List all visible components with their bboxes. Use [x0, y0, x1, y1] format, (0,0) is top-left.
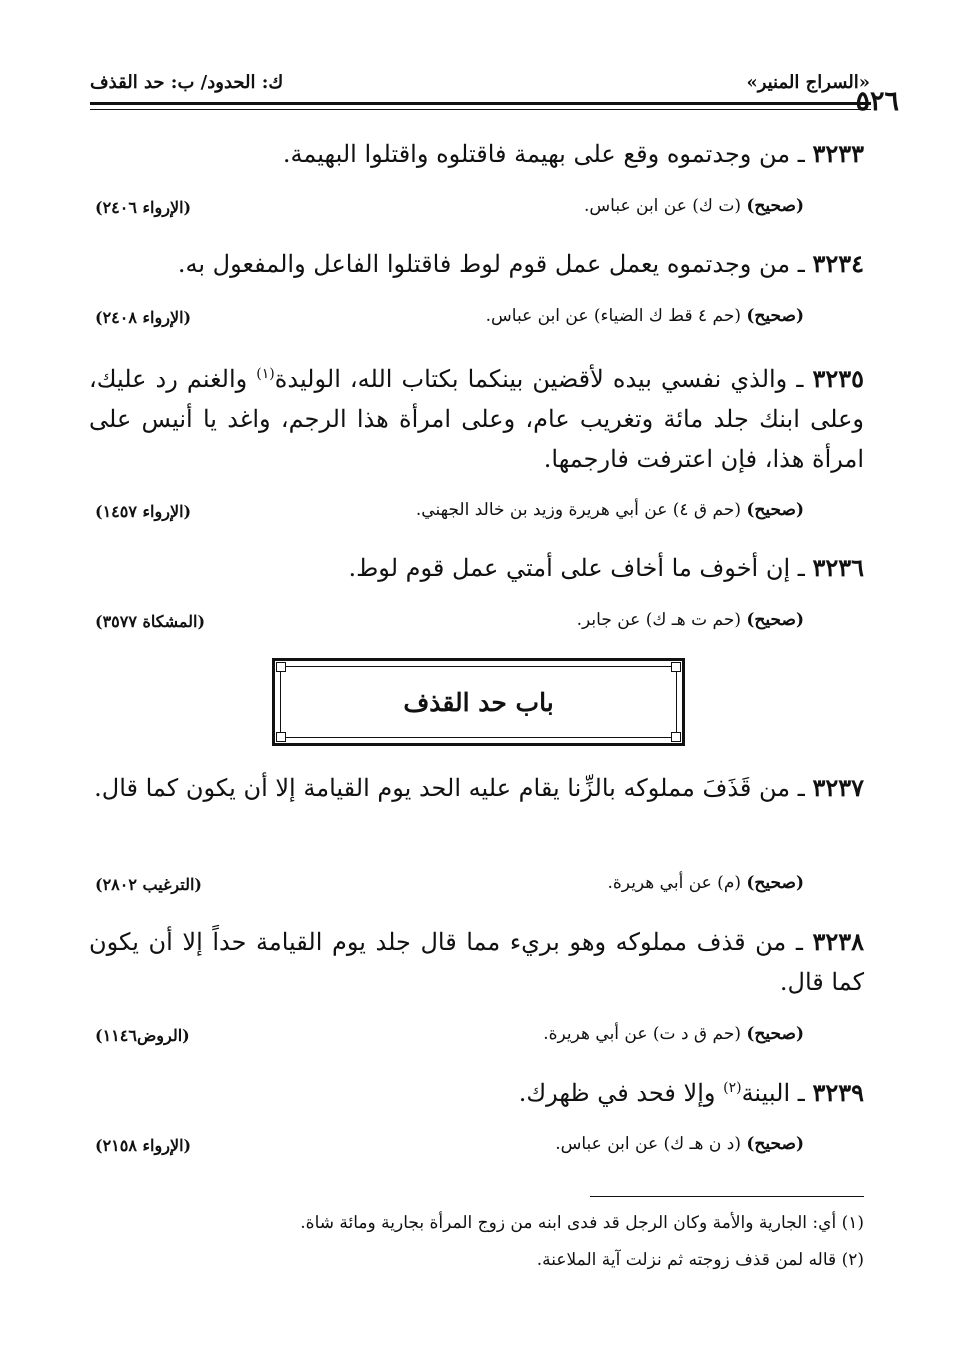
- chapter-heading: باب حد القذف: [403, 687, 554, 717]
- grade-line: [416, 500, 804, 520]
- frame-corner: [671, 662, 681, 672]
- book-title: «السراج المنير»: [746, 72, 870, 93]
- hadith-text: [89, 768, 864, 808]
- grade-label: (صحيح): [746, 610, 804, 630]
- footnote-number: (٢): [841, 1250, 864, 1270]
- hadith-number: ٣٢٣٦: [812, 553, 864, 582]
- reference: (الروض١١٤٦): [95, 1026, 190, 1045]
- hadith-body: من وجدتموه وقع على بهيمة فاقتلوه واقتلوا البهيمة.: [282, 140, 791, 168]
- footnote-marker: (٢): [723, 1080, 742, 1096]
- reference: (الترغيب ٢٨٠٢): [95, 875, 202, 894]
- footnote-text: قاله لمن قذف زوجته ثم نزلت آية الملاعنة.: [536, 1250, 837, 1270]
- footnote-marker: (١): [256, 366, 275, 382]
- frame-corner: [276, 662, 286, 672]
- reference: (الإرواء ٢١٥٨): [95, 1136, 192, 1155]
- frame-corner: [276, 732, 286, 742]
- grade-label: (صحيح): [746, 873, 804, 893]
- reference: (الإرواء ١٤٥٧): [95, 502, 192, 521]
- grade-label: (صحيح): [746, 1134, 804, 1154]
- hadith-text: [89, 1068, 864, 1113]
- header-rule-thick: [90, 102, 871, 105]
- grade-source: (حم ق د ت) عن أبي هريرة.: [543, 1024, 741, 1044]
- separator: ـ: [790, 140, 813, 168]
- grade-label: (صحيح): [746, 306, 804, 326]
- footnote-rule: [590, 1196, 864, 1197]
- chapter-path: ك: الحدود/ ب: حد القذف: [90, 72, 284, 93]
- hadith-body: من وجدتموه يعمل عمل قوم لوط فاقتلوا الفاعل والمفعول به.: [177, 250, 791, 278]
- hadith-body: إن أخوف ما أخاف على أمتي عمل قوم لوط.: [348, 554, 791, 582]
- hadith-number: ٣٢٣٤: [812, 249, 864, 278]
- hadith-body: والذي نفسي بيده لأقضين بينكما بكتاب الله، الوليدة: [274, 365, 788, 393]
- hadith-body: من قَذَفَ مملوكه بالزِّنا يقام عليه الحد يوم القيامة إلا أن يكون كما قال.: [94, 774, 791, 802]
- page-number: ٥٢٦: [855, 86, 899, 117]
- hadith-text: [89, 354, 864, 479]
- separator: ـ: [790, 554, 813, 582]
- grade-line: [486, 306, 804, 326]
- separator: ـ: [786, 928, 813, 956]
- hadith-number: ٣٢٣٣: [812, 139, 864, 168]
- separator: ـ: [787, 365, 813, 393]
- grade-line: [555, 1134, 804, 1154]
- grade-label: (صحيح): [746, 196, 804, 216]
- grade-label: (صحيح): [746, 1024, 804, 1044]
- header-rule-thin: [90, 109, 871, 110]
- hadith-number: ٣٢٣٥: [812, 364, 864, 393]
- reference: (الإرواء ٢٤٠٨): [95, 308, 192, 327]
- grade-source: (حم ق ٤) عن أبي هريرة وزيد بن خالد الجهني.: [415, 500, 741, 520]
- separator: ـ: [790, 774, 813, 802]
- hadith-body: من قذف مملوكه وهو بريء مما قال جلد يوم القيامة حداً إلا أن يكون كما قال.: [89, 928, 864, 996]
- reference: (الإرواء ٢٤٠٦): [95, 198, 192, 217]
- footnote: [89, 1250, 864, 1270]
- separator: ـ: [790, 250, 813, 278]
- chapter-heading-frame: [280, 666, 677, 738]
- hadith-body-continued: وإلا فحد في ظهرك.: [518, 1079, 724, 1107]
- chapter-heading-box: [272, 658, 685, 746]
- grade-line: [608, 873, 805, 893]
- grade-source: (حم ٤ قط ك الضياء) عن ابن عباس.: [485, 306, 741, 326]
- footnote: [89, 1213, 864, 1233]
- hadith-body: البينة: [741, 1079, 791, 1107]
- grade-source: (د ن هـ ك) عن ابن عباس.: [555, 1134, 741, 1154]
- hadith-body-continued: والغنم رد عليك، وعلى ابنك جلد مائة وتغريب عام، وعلى امرأة هذا الرجم، واغد يا أنيس على امرأة هذا، فإن اعترفت فارجمها.: [89, 365, 864, 473]
- grade-source: (ت ك) عن ابن عباس.: [584, 196, 741, 216]
- frame-corner: [671, 732, 681, 742]
- grade-line: [577, 610, 804, 630]
- hadith-number: ٣٢٣٩: [812, 1078, 864, 1107]
- grade-source: (م) عن أبي هريرة.: [607, 873, 741, 893]
- footnote-text: أي: الجارية والأمة وكان الرجل قد فدى ابنه من زوج المرأة بجارية ومائة شاة.: [300, 1213, 837, 1233]
- grade-label: (صحيح): [746, 500, 804, 520]
- grade-line: [584, 196, 804, 216]
- hadith-text: [89, 548, 864, 588]
- grade-line: [543, 1024, 804, 1044]
- separator: ـ: [790, 1079, 813, 1107]
- footnote-number: (١): [841, 1213, 864, 1233]
- hadith-number: ٣٢٣٧: [812, 773, 864, 802]
- grade-source: (حم ت هـ ك) عن جابر.: [576, 610, 741, 630]
- reference: (المشكاة ٣٥٧٧): [95, 612, 206, 631]
- hadith-number: ٣٢٣٨: [812, 927, 864, 956]
- hadith-text: [89, 244, 864, 284]
- hadith-text: [89, 922, 864, 1002]
- hadith-text: [89, 134, 864, 174]
